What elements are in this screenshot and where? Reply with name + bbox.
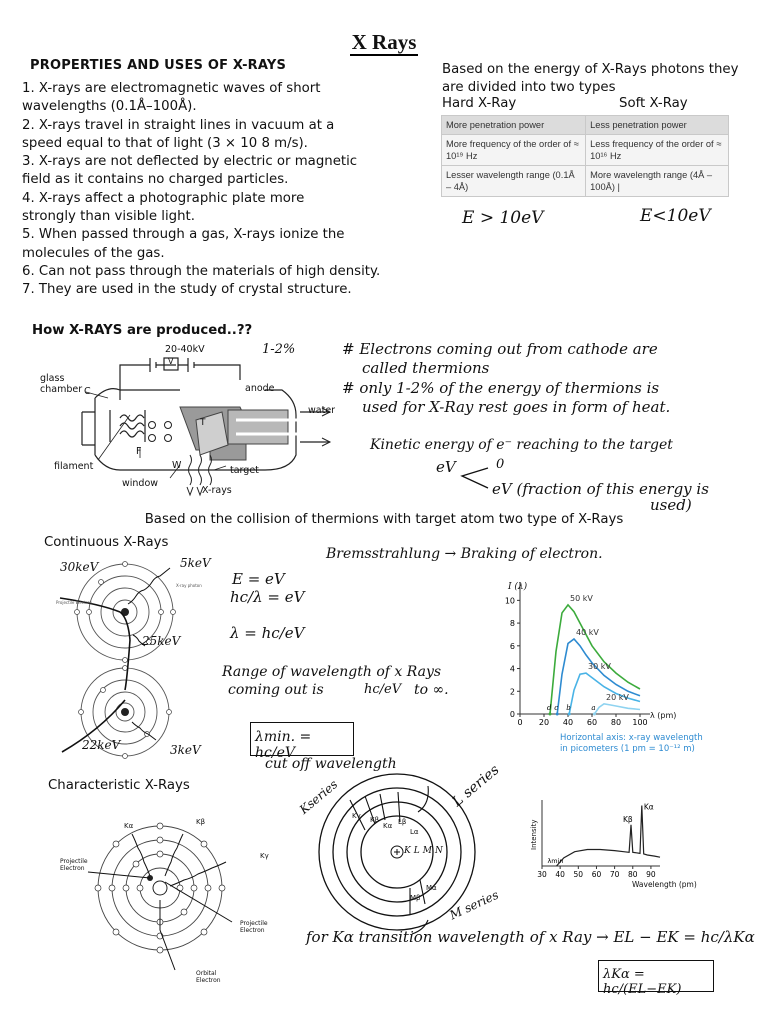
- soft-energy-note: E<10eV: [640, 206, 711, 226]
- range-note: Range of wavelength of x Rays: [222, 664, 442, 680]
- note-line: # Electrons coming out from cathode are: [342, 340, 658, 358]
- shell-l: L: [413, 846, 423, 856]
- cathode-label: C: [84, 386, 91, 397]
- range-note: coming out is: [228, 682, 324, 698]
- chart1-point-label: a: [591, 704, 596, 712]
- k-series-label: Kseries: [296, 777, 341, 817]
- note-line: Kinetic energy of e⁻ reaching to the target: [370, 437, 673, 453]
- chart1-y-tick-label: 8: [509, 619, 515, 629]
- chart1-caption: Horizontal axis: x-ray wavelength: [560, 733, 703, 743]
- property-line: strongly than visible light.: [22, 209, 195, 225]
- energy-label: 25keV: [142, 634, 181, 648]
- table-cell: More penetration power: [442, 116, 586, 135]
- voltage-label: 20-40kV: [165, 344, 205, 355]
- m-series-label: M series: [447, 887, 501, 923]
- chart2-x-tick-label: 70: [609, 870, 620, 879]
- chart1-y-tick-label: 4: [509, 664, 515, 674]
- note-line: used): [650, 496, 692, 514]
- property-line: field as it contains no charged particles.: [22, 172, 289, 188]
- hard-energy-note: E > 10eV: [462, 208, 544, 228]
- shell-label: Kγ: [352, 812, 361, 820]
- shell-label: Lα: [410, 828, 419, 836]
- chart1-series-label: 20 kV: [606, 692, 629, 702]
- chart2-min-label: λmin: [547, 857, 564, 865]
- water-label: water: [308, 405, 336, 416]
- note-line: used for X-Ray rest goes in form of heat.: [362, 398, 671, 416]
- properties-heading: PROPERTIES AND USES OF X-RAYS: [30, 58, 287, 73]
- equation-line: λ = hc/eV: [230, 624, 305, 642]
- table-cell: Lesser wavelength range (0.1Å – 4Å): [442, 166, 586, 197]
- chart1-y-tick-label: 2: [509, 687, 515, 697]
- note-line: called thermions: [362, 359, 490, 377]
- target-label: target: [230, 465, 259, 476]
- filament-f-label: F: [136, 446, 142, 457]
- target-t-label: T: [200, 418, 206, 428]
- chart1-point-label: c: [554, 704, 559, 712]
- chart2-peak-label: Kα: [643, 802, 654, 812]
- chart2-x-tick-label: 90: [646, 870, 656, 879]
- chart1-x-tick-label: 100: [632, 718, 648, 727]
- chart2-ylabel: Intensity: [530, 819, 538, 850]
- energy-label: 3keV: [170, 743, 201, 757]
- chart2-x-tick-label: 50: [573, 870, 584, 879]
- shell-k: K: [404, 846, 414, 856]
- k-beta-label: Kβ: [196, 818, 206, 826]
- note-line: eV: [436, 458, 456, 476]
- anode-label: anode: [245, 383, 275, 394]
- l-series-label: L series: [449, 761, 503, 811]
- chart1-x-tick-label: 0: [517, 718, 523, 727]
- chart1-x-tick-label: 60: [586, 718, 598, 727]
- chart2-x-tick-label: 30: [537, 870, 547, 879]
- chart1-ylabel: I (λ): [508, 582, 528, 592]
- chart1-point-label: b: [566, 704, 571, 712]
- property-line: 4. X-rays affect a photographic plate more: [22, 190, 305, 206]
- projectile-label: Projectile Electron: [60, 858, 88, 872]
- chart2-peak-label: Kβ: [622, 814, 633, 824]
- lambda-min-box: λmin. = hc/eV: [250, 722, 354, 756]
- chart1-series-label: 30 kV: [588, 662, 611, 672]
- chart1-x-tick-label: 80: [610, 718, 622, 727]
- glass-chamber-label: glass chamber: [40, 373, 83, 395]
- chart1-series-label: 40 kV: [576, 628, 599, 637]
- k-gamma-label: Kγ: [260, 852, 269, 860]
- shell-label: Mα: [426, 884, 437, 892]
- property-line: speed equal to that of light (3 × 10 8 m/s).: [22, 135, 308, 151]
- production-question: How X-RAYS are produced..??: [32, 323, 253, 338]
- property-line: 5. When passed through a gas, X-rays ionize the: [22, 227, 345, 243]
- shell-n: N: [434, 846, 446, 856]
- property-line: wavelengths (0.1Å–100Å).: [22, 99, 197, 115]
- note-line: # only 1-2% of the energy of thermions is: [342, 379, 660, 397]
- soft-xray-label: Soft X-Ray: [619, 96, 688, 111]
- range-note: to ∞.: [414, 682, 449, 698]
- property-line: 3. X-rays are not deflected by electric or magnetic: [22, 154, 358, 170]
- energy-label: 5keV: [180, 556, 211, 570]
- shell-m: M: [422, 846, 435, 856]
- energy-label: 30keV: [60, 560, 99, 574]
- k-alpha-label: Kα: [124, 822, 134, 830]
- projectile-label: Projectile Electron: [240, 920, 268, 934]
- chart2-xlabel: Wavelength (pm): [632, 880, 697, 889]
- cutoff-note: cut off wavelength: [265, 756, 397, 772]
- chart1-y-tick-label: 10: [504, 596, 515, 606]
- bremsstrahlung-note: Bremsstrahlung → Braking of electron.: [326, 546, 603, 562]
- chart1-y-tick-label: 0: [509, 710, 515, 719]
- table-cell: Less penetration power: [586, 116, 729, 135]
- types-intro: Based on the energy of X-Rays photons they are divided into two types: [442, 62, 739, 95]
- property-line: 7. They are used in the study of crystal structure.: [22, 282, 352, 298]
- chart2-x-tick-label: 60: [591, 870, 602, 879]
- property-line: molecules of the gas.: [22, 245, 165, 261]
- window-w-label: W: [172, 460, 182, 471]
- window-label: window: [122, 478, 159, 489]
- chart1-xlabel: λ (pm): [650, 711, 677, 720]
- chart1-x-tick-label: 40: [562, 718, 574, 727]
- equation-line: hc/λ = eV: [230, 588, 305, 606]
- shell-label: Kβ: [370, 816, 380, 824]
- table-cell: More frequency of the order of ≈ 10¹⁹ Hz: [442, 135, 586, 166]
- voltmeter-label: V: [168, 357, 174, 366]
- chart1-series-label: 50 kV: [570, 593, 593, 603]
- energy-label: 22keV: [82, 738, 121, 752]
- chart2-series-line: [557, 806, 661, 867]
- chart1-point-label: d: [547, 704, 552, 712]
- chart1-x-tick-label: 20: [538, 718, 550, 727]
- xrays-label: X-rays: [202, 485, 232, 496]
- property-line: 2. X-rays travel in straight lines in vacuum at a: [22, 117, 335, 133]
- hard-xray-label: Hard X-Ray: [442, 96, 517, 111]
- shell-label: Lβ: [398, 818, 407, 826]
- range-note: hc/eV: [364, 682, 402, 697]
- transition-note: for Kα transition wavelength of x Ray → EL − EK = hc/λKα: [306, 928, 755, 946]
- orbital-electron-label: Orbital Electron: [196, 970, 221, 984]
- shell-label: Mβ: [410, 894, 421, 902]
- filament-label: filament: [54, 461, 94, 472]
- property-line: 1. X-rays are electromagnetic waves of short: [22, 81, 321, 96]
- equation-line: E = eV: [232, 570, 285, 588]
- page-title-text: X Rays: [351, 30, 417, 54]
- note-line: eV (fraction of this energy is: [492, 480, 709, 498]
- characteristic-heading: Characteristic X-Rays: [48, 778, 190, 793]
- chart1-y-tick-label: 6: [509, 641, 515, 651]
- chart2-x-tick-label: 80: [627, 870, 638, 879]
- property-line: 6. Can not pass through the materials of high density.: [22, 263, 381, 279]
- table-cell: More wavelength range (4Å – 100Å) |: [586, 166, 729, 197]
- tiny-label: X-ray photon: [176, 583, 202, 588]
- percent-note: 1-2%: [262, 342, 296, 357]
- continuous-heading: Continuous X-Rays: [44, 535, 169, 550]
- note-line: 0: [496, 457, 505, 472]
- shell-label: Kα: [383, 822, 393, 830]
- chart2-x-tick-label: 40: [555, 870, 565, 879]
- lambda-k-alpha-box: λKα = hc/(EL−EK): [598, 960, 714, 992]
- collision-line: Based on the collision of thermions with target atom two type of X-Rays: [144, 512, 624, 527]
- chart1-caption: in picometers (1 pm = 10⁻¹² m): [560, 744, 695, 754]
- tiny-label: Projectile Electron: [56, 600, 93, 605]
- table-cell: Less frequency of the order of ≈ 10¹⁶ Hz: [586, 135, 729, 166]
